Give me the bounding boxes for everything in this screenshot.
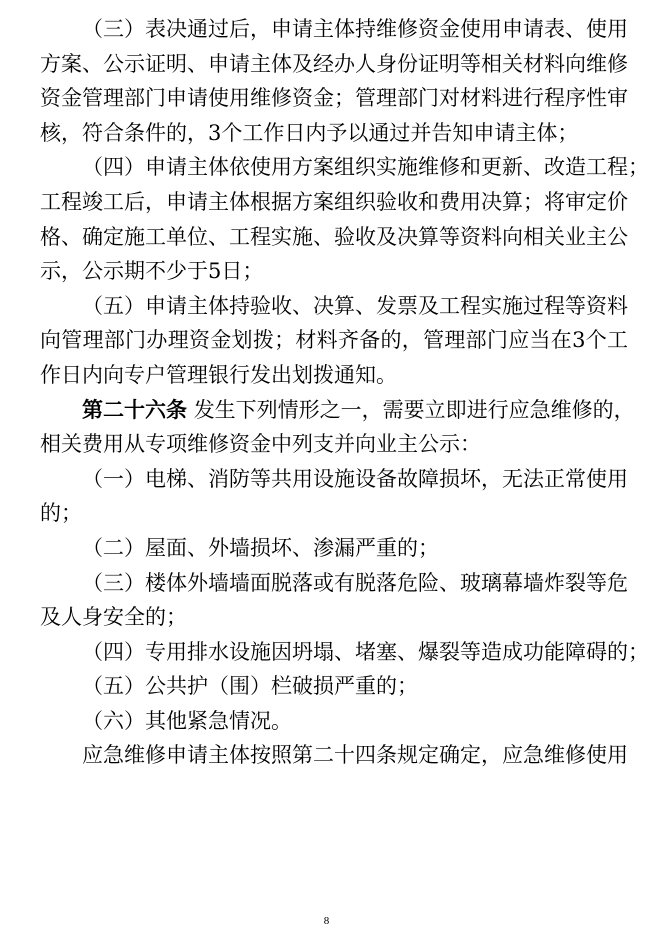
text-line: 向管理部门办理资金划拨；材料齐备的，管理部门应当在3个工: [40, 328, 628, 353]
text-line: （五）公共护（围）栏破损严重的；: [82, 674, 418, 699]
text-line: 作日内向专户管理银行发出划拨通知。: [40, 362, 397, 387]
list-item-5: [40, 669, 628, 704]
page-number: 8: [323, 915, 330, 927]
list-item-4: [40, 635, 649, 670]
text-line: （一）电梯、消防等共用设施设备故障损坏，无法正常使用: [82, 466, 628, 491]
document-body: [40, 12, 649, 773]
text-line: 工程竣工后，申请主体根据方案组织验收和费用决算；将审定价: [40, 189, 628, 214]
text-line: （四）申请主体依使用方案组织实施维修和更新、改造工程；: [82, 155, 649, 180]
text-line: （三）表决通过后，申请主体持维修资金使用申请表、使用: [82, 17, 628, 41]
text-line: （五）申请主体持验收、决算、发票及工程实施过程等资料: [82, 293, 628, 318]
text-line: 方案、公示证明、申请主体及经办人身份证明等相关材料向维修: [40, 51, 628, 76]
list-item-2: [40, 531, 628, 566]
text-line: 示，公示期不少于5日；: [40, 259, 264, 284]
list-item-6: [40, 704, 628, 739]
text-line: （六）其他紧急情况。: [82, 708, 292, 733]
text-line: 核，符合条件的，3个工作日内予以通过并告知申请主体；: [40, 120, 579, 145]
article-26: [40, 393, 635, 462]
text-line: [40, 393, 635, 428]
text-line: 格、确定施工单位、工程实施、验收及决算等资料向相关业主公: [40, 224, 628, 249]
paragraph-emergency: [40, 738, 628, 773]
text-line: （二）屋面、外墙损坏、渗漏严重的；: [82, 535, 439, 560]
text-line: 资金管理部门申请使用维修资金；管理部门对材料进行程序性审: [40, 86, 628, 111]
text-line: （三）楼体外墙墙面脱落或有脱落危险、玻璃幕墙炸裂等危: [82, 570, 628, 595]
list-item-1: [40, 462, 628, 531]
text-line: （四）专用排水设施因坍塌、堵塞、爆裂等造成功能障碍的；: [82, 639, 649, 664]
text-line: 应急维修申请主体按照第二十四条规定确定，应急维修使用: [82, 743, 628, 768]
article-text: 发生下列情形之一，需要立即进行应急维修的，: [193, 397, 635, 422]
paragraph-item-4: [40, 150, 649, 288]
paragraph-item-3: [40, 12, 628, 150]
article-title: 第二十六条: [82, 396, 187, 422]
paragraph-item-5: [40, 289, 628, 393]
text-line: 相关费用从专项维修资金中列支并向业主公示：: [40, 432, 481, 457]
text-line: 的；: [40, 501, 82, 526]
text-line: 及人身安全的；: [40, 605, 187, 630]
list-item-3: [40, 566, 628, 635]
